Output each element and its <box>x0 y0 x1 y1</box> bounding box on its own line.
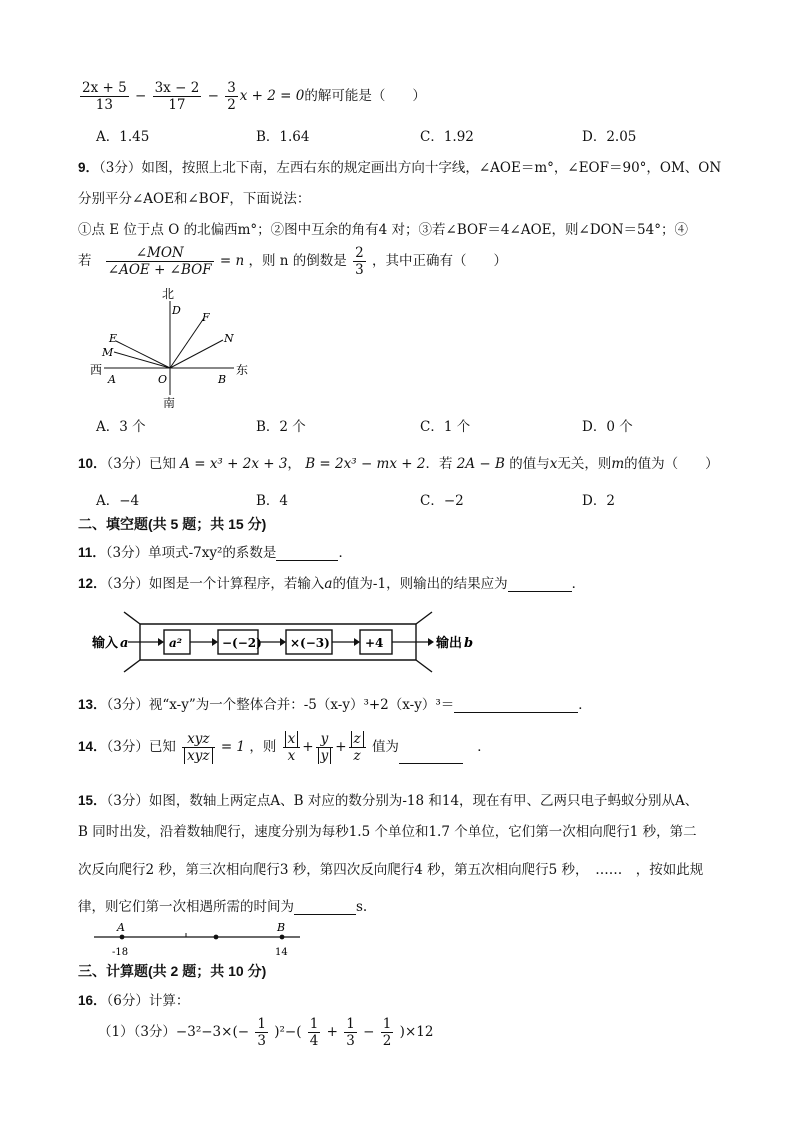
section-3-heading: 三、计算题(共 2 题；共 10 分) <box>78 963 267 979</box>
flow-output-label: 输出 <box>436 636 463 651</box>
fig-west-label: 西 <box>90 363 103 377</box>
fig-point-b: B <box>218 373 227 386</box>
q8-option-b[interactable]: B．1.64 <box>256 129 310 145</box>
q12-stem: 12．（3分）如图是一个计算程序，若输入a的值为-1，则输出的结果应为 ． <box>78 576 586 592</box>
q14-term-z: $\frac{z}{z}$ <box>349 731 366 764</box>
flow-input-label: 输入 <box>92 636 119 651</box>
q9-options <box>96 415 696 433</box>
fig-point-e: E <box>109 332 118 345</box>
q11-stem: 11．（3分）单项式-7xy²的系数是 ． <box>78 545 352 561</box>
flow-output-var: b <box>464 636 474 651</box>
q10-option-b[interactable]: B．4 <box>256 493 289 509</box>
q10-option-c[interactable]: C．−2 <box>420 493 464 509</box>
q10-option-a[interactable]: A．−4 <box>96 493 140 509</box>
fig-point-m: M <box>102 346 114 359</box>
q9-line-3: ①点 E 位于点 O 的北偏西m°；②图中互余的角有4 对；③若∠BOF＝4∠AOE，则∠DON＝54°；④ <box>78 222 688 238</box>
q8-options <box>96 125 696 143</box>
q9-direction-figure <box>86 285 256 410</box>
q10-option-d[interactable]: D．2 <box>582 493 615 509</box>
q9-line-2: 分别平分∠AOE和∠BOF，下面说法： <box>78 191 311 207</box>
fig-point-f: F <box>202 311 210 324</box>
q16-stem: 16．（6分）计算： <box>78 993 190 1009</box>
q14-answer-blank[interactable] <box>399 749 463 764</box>
q16-fraction-1-4: $\frac{1}{4}$ <box>309 1016 319 1049</box>
q11-answer-blank[interactable] <box>276 546 338 561</box>
fig-east-label: 东 <box>236 363 249 377</box>
axis-point-a: A <box>117 921 125 934</box>
q9-option-b[interactable]: B．2 个 <box>256 419 306 435</box>
q16-fraction-1-3b: $\frac{1}{3}$ <box>346 1016 355 1049</box>
q16-part-1: （1）（3分）−3²−3×(− $\frac{1}{3}$ )²−( $\frac{1}{4}$ + $\frac{1}{3}$ − $\frac{1}{2}$ )×12 <box>98 1016 434 1049</box>
q8-fraction-2: $\frac{3x - 2}{17}$ <box>154 80 200 113</box>
fig-point-o: O <box>158 373 168 386</box>
q9-fraction-mon: $\frac{\text{∠MON}}{\text{∠AOE + ∠BOF}}$ <box>107 245 212 278</box>
q16-fraction-1-2: $\frac{1}{2}$ <box>382 1016 392 1049</box>
q13-answer-blank[interactable] <box>454 698 578 713</box>
axis-value-b: 14 <box>275 947 288 958</box>
q15-number-line <box>92 920 304 960</box>
q8-option-d[interactable]: D．2.05 <box>582 129 637 145</box>
flow-box-square: a² <box>169 636 183 650</box>
q8-fraction-3: $\frac{3}{2}$ <box>227 80 236 113</box>
q9-line-4: 若 $\frac{\text{∠MON}}{\text{∠AOE + ∠BOF}}$ = n ，则 n 的倒数是 $\frac{2}{3}$ ，其中正确有（ ） <box>78 245 507 278</box>
q9-line-1: 9．（3分）如图，按照上北下南，左西右东的规定画出方向十字线，∠AOE＝m°，∠EOF＝90°，OM、ON <box>78 160 722 176</box>
q9-option-d[interactable]: D．0 个 <box>582 419 633 435</box>
q14-term-x: $\frac{x}{x}$ <box>283 731 301 764</box>
q8-stem: $\frac{2x + 5}{13}$ − $\frac{3x - 2}{17}$ − $\frac{3}{2}$ x + 2 = 0的解可能是（ ） <box>82 80 426 113</box>
q14-stem: 14．（3分）已知 $\frac{\text{xyz}}{\text{xyz}}$ = 1 ，则 $\frac{x}{x}$ + $\frac{y}{y}$ + $\frac{z}{z}$ 值为 ． <box>78 731 491 764</box>
axis-value-a: -18 <box>112 947 129 958</box>
section-2-heading: 二、填空题(共 5 题；共 15 分) <box>78 516 267 532</box>
q9-option-c[interactable]: C．1 个 <box>420 419 471 435</box>
q9-option-a[interactable]: A．3 个 <box>96 419 146 435</box>
flow-box-plus4: +4 <box>365 636 384 650</box>
q15-line-4: 律，则它们第一次相遇所需的时间为 s. <box>78 899 368 915</box>
q12-flow-diagram <box>92 608 482 676</box>
q10-options <box>96 489 696 507</box>
flow-input-var: a <box>120 636 129 651</box>
axis-point-b: B <box>277 921 286 934</box>
fig-south-label: 南 <box>163 396 176 410</box>
q9-fraction-recip: $\frac{2}{3}$ <box>355 245 364 278</box>
q15-answer-blank[interactable] <box>294 900 356 915</box>
q15-line-2: B 同时出发，沿着数轴爬行，速度分别为每秒1.5 个单位和1.7 个单位，它们第一次相向爬行1 秒，第二 <box>78 824 697 840</box>
flow-box-times-neg3: ×(−3) <box>290 636 330 650</box>
q14-term-y: $\frac{y}{y}$ <box>316 731 334 764</box>
q12-answer-blank[interactable] <box>508 577 572 592</box>
q14-fraction-xyz: $\frac{\text{xyz}}{\text{xyz}}$ <box>182 731 214 764</box>
q10-stem: 10．（3分）已知 A = x³ + 2x + 3， B = 2x³ − mx + 2．若 2A − B 的值与x无关，则m的值为（ ） <box>78 456 719 472</box>
fig-north-label: 北 <box>162 287 175 301</box>
q13-stem: 13．（3分）视“x-y”为一个整体合并：-5（x-y）³+2（x-y）³＝ ． <box>78 697 592 713</box>
q8-fraction-1: $\frac{2x + 5}{13}$ <box>82 80 127 113</box>
q8-option-c[interactable]: C．1.92 <box>420 129 474 145</box>
flow-box-minus-neg2: −(−2) <box>222 636 262 650</box>
fig-point-d: D <box>172 304 181 317</box>
q16-fraction-1-3a: $\frac{1}{3}$ <box>257 1016 266 1049</box>
q15-line-1: 15．（3分）如图，数轴上两定点A、B 对应的数分别为-18 和14，现在有甲、乙两只电子蚂蚁分别从A、 <box>78 793 699 809</box>
q15-line-3: 次反向爬行2 秒，第三次相向爬行3 秒，第四次反向爬行4 秒，第五次相向爬行5 秒， …… ，按如此规 <box>78 862 704 878</box>
fig-point-n: N <box>224 332 234 345</box>
q8-option-a[interactable]: A．1.45 <box>96 129 150 145</box>
fig-point-a: A <box>108 373 116 386</box>
